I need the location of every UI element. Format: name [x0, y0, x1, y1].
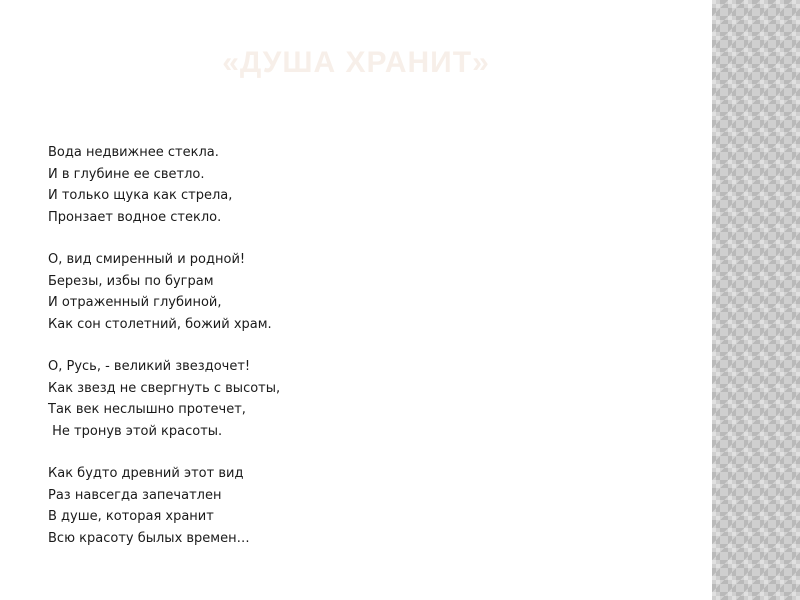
- stanza-3: [48, 356, 668, 442]
- poem-line: И в глубине ее светло.: [48, 166, 205, 182]
- poem-body: [48, 142, 668, 570]
- poem-line: Березы, избы по буграм: [48, 273, 214, 289]
- poem-line: Всю красоту былых времен…: [48, 530, 250, 546]
- stanza-2: [48, 249, 668, 335]
- poem-line: Не тронув этой красоты.: [48, 423, 223, 439]
- poem-line: Пронзает водное стекло.: [48, 209, 222, 225]
- poem-line: Как сон столетний, божий храм.: [48, 316, 272, 332]
- poem-line: Как звезд не свергнуть с высоты,: [48, 380, 281, 396]
- poem-line: Раз навсегда запечатлен: [48, 487, 222, 503]
- stanza-1: [48, 142, 668, 228]
- decorative-pattern-strip: [712, 0, 800, 600]
- poem-line: И отраженный глубиной,: [48, 295, 222, 310]
- stanza-4: [48, 463, 668, 549]
- poem-line: И только щука как стрела,: [48, 188, 233, 203]
- poem-line: Вода недвижнее стекла.: [48, 145, 219, 160]
- poem-line: Так век неслышно протечет,: [48, 402, 246, 417]
- poem-line: О, вид смиренный и родной!: [48, 252, 246, 267]
- poem-line: В душе, которая хранит: [48, 509, 214, 524]
- poem-line: О, Русь, - великий звездочет!: [48, 359, 251, 374]
- slide-title: «ДУША ХРАНИТ»: [222, 46, 490, 79]
- poem-line: Как будто древний этот вид: [48, 466, 244, 481]
